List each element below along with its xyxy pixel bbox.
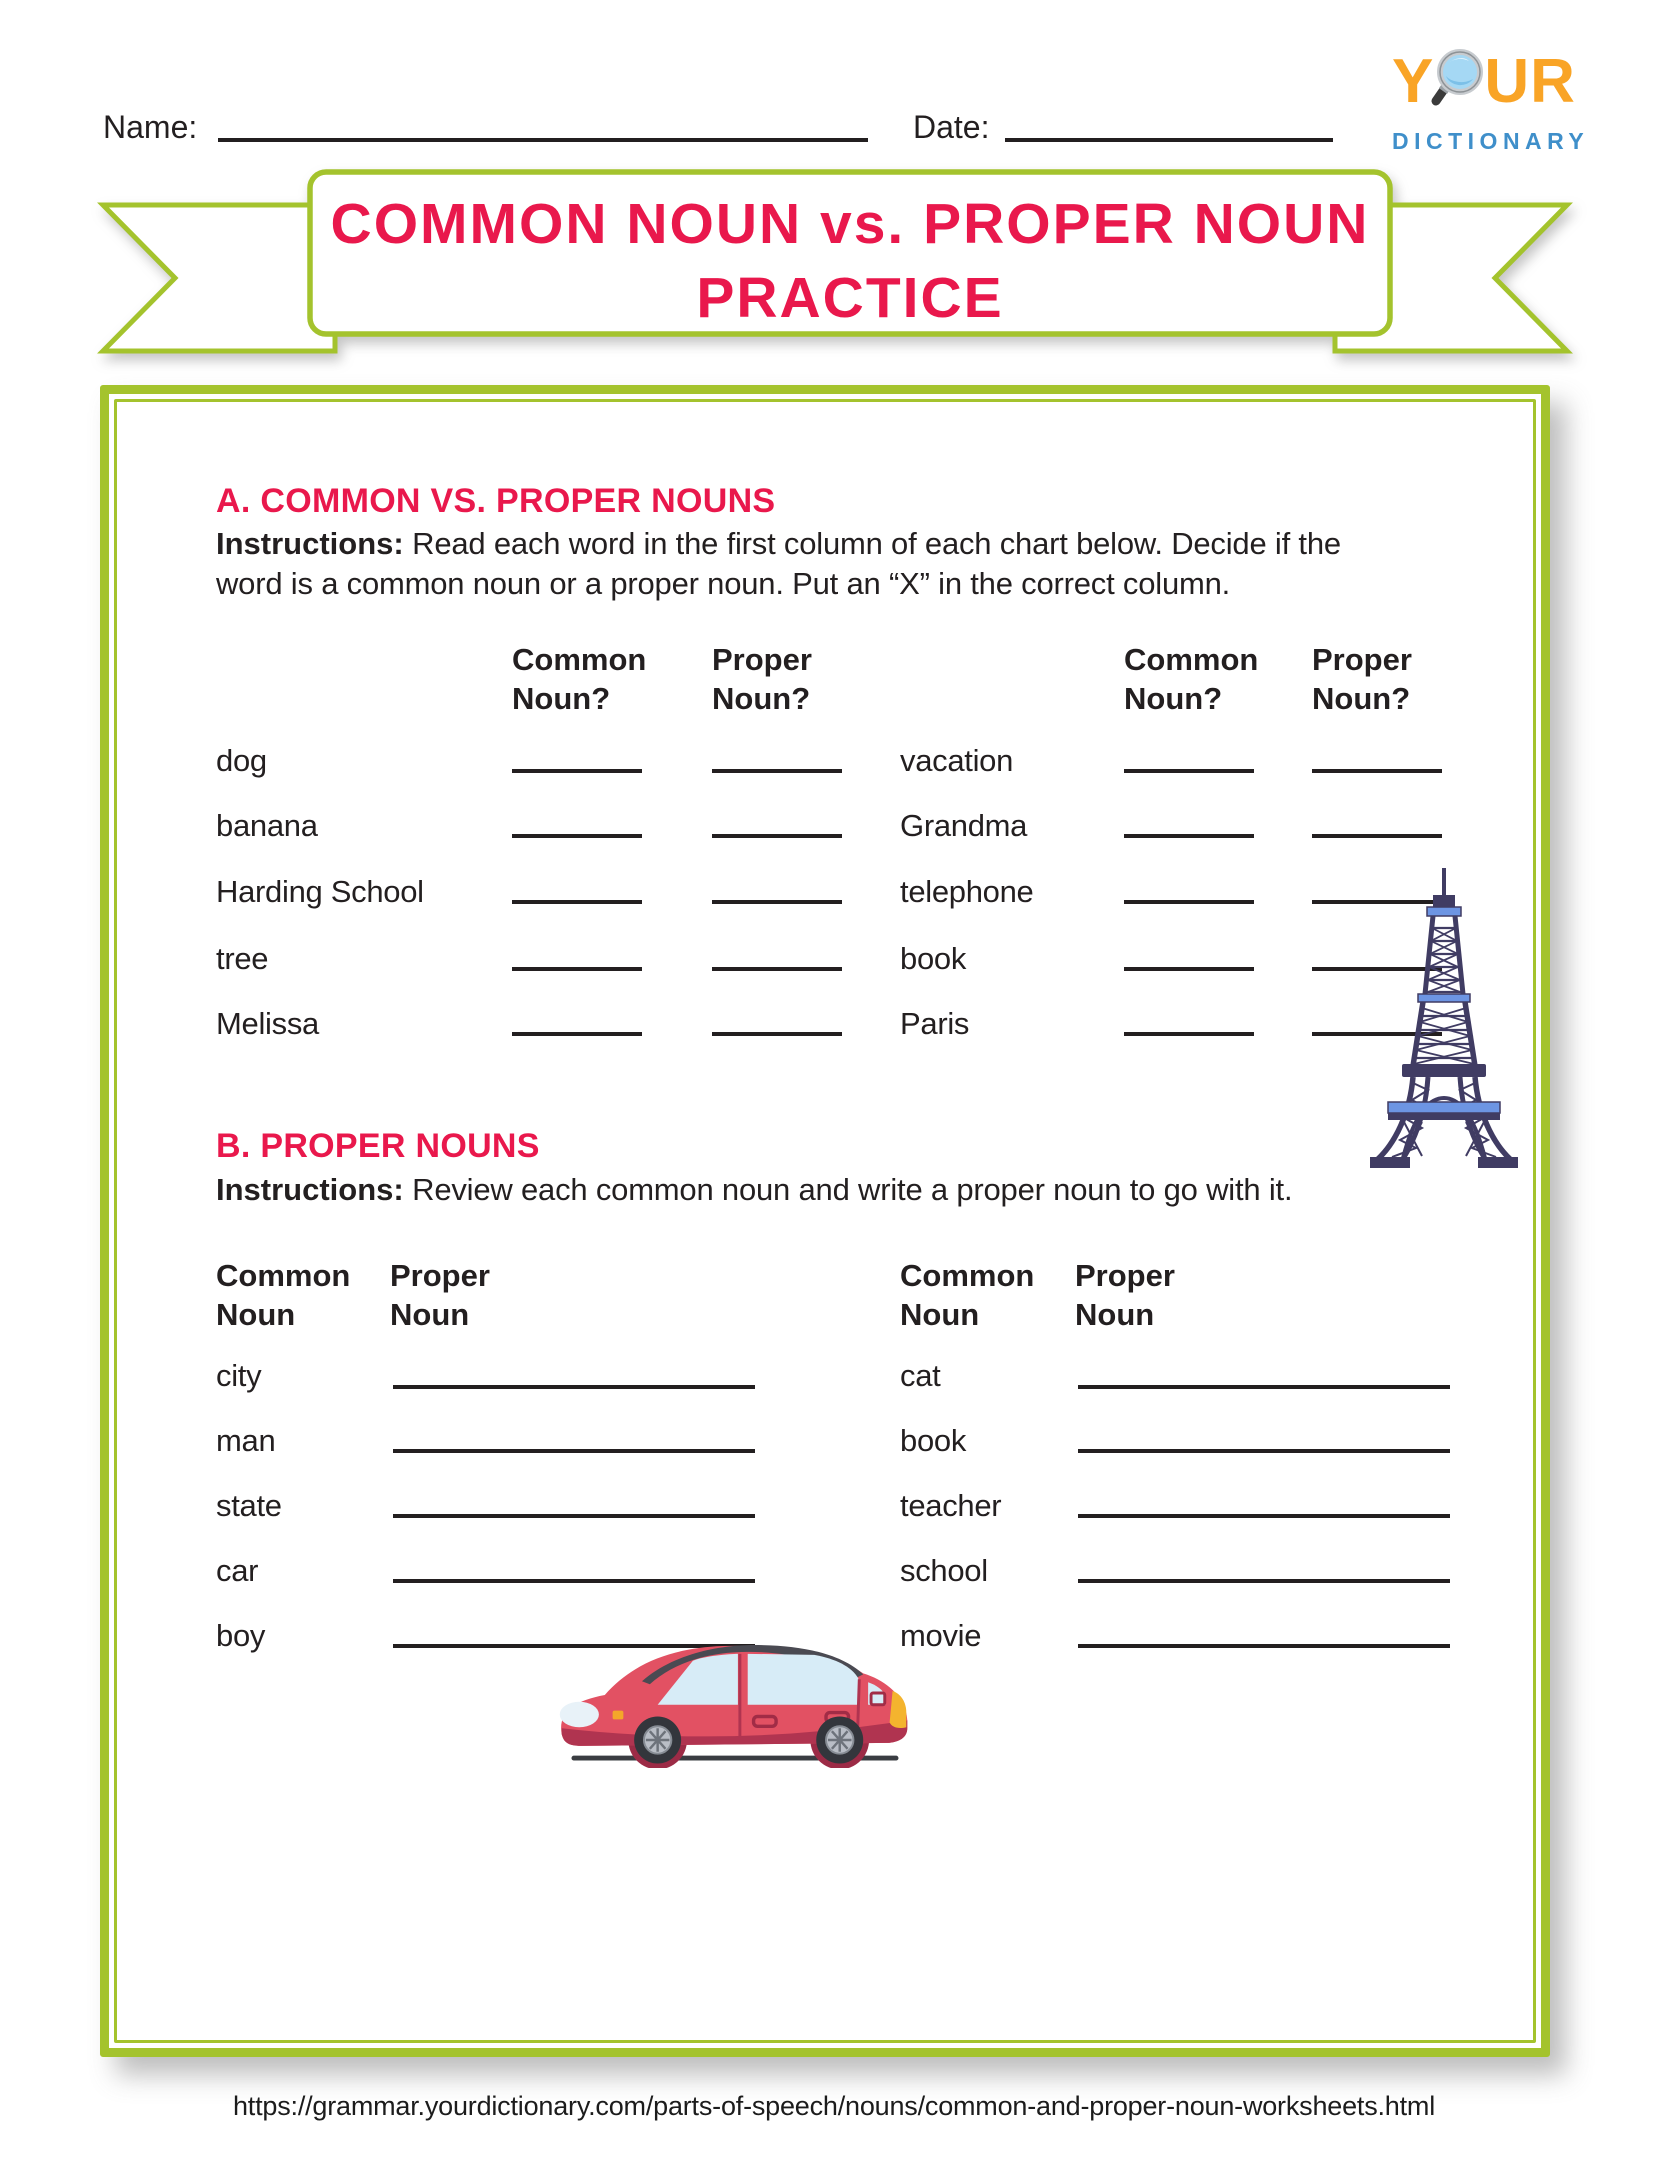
instructions-text: Review each common noun and write a proper noun to go with it. xyxy=(412,1172,1293,1207)
b-right-proper-noun-header: Proper Noun xyxy=(1075,1258,1175,1332)
answer-blank[interactable] xyxy=(1078,1514,1450,1518)
answer-blank[interactable] xyxy=(712,967,842,971)
instructions-label: Instructions: xyxy=(216,526,404,561)
a-right-proper-noun-header: Proper Noun? xyxy=(1312,642,1412,716)
noun-word: banana xyxy=(216,808,318,843)
noun-word: Grandma xyxy=(900,808,1028,843)
section-b-heading: B. PROPER NOUNS xyxy=(216,1127,540,1165)
title-line-2: PRACTICE xyxy=(696,266,1004,330)
name-input-line[interactable] xyxy=(218,138,868,142)
noun-word: Paris xyxy=(900,1006,970,1041)
eiffel-tower-icon xyxy=(1368,868,1520,1168)
section-a-heading: A. COMMON VS. PROPER NOUNS xyxy=(216,482,776,520)
answer-blank[interactable] xyxy=(1078,1579,1450,1583)
answer-blank[interactable] xyxy=(393,1579,755,1583)
noun-word: book xyxy=(900,1423,967,1458)
instructions-text: Read each word in the first column of each chart below. Decide if the word is a common noun or a proper noun. Put an “X” in the correct column. xyxy=(216,526,1341,601)
date-label: Date: xyxy=(913,109,990,145)
answer-blank[interactable] xyxy=(512,1032,642,1036)
answer-blank[interactable] xyxy=(1312,834,1442,838)
noun-word: boy xyxy=(216,1618,266,1653)
section-a-instructions xyxy=(216,524,1411,604)
date-input-line[interactable] xyxy=(1005,138,1333,142)
instructions-label: Instructions: xyxy=(216,1172,404,1207)
noun-word: city xyxy=(216,1358,262,1393)
name-label: Name: xyxy=(103,109,198,145)
a-left-common-noun-header: Common Noun? xyxy=(512,642,647,716)
answer-blank[interactable] xyxy=(712,900,842,904)
answer-blank[interactable] xyxy=(712,1032,842,1036)
answer-blank[interactable] xyxy=(393,1449,755,1453)
answer-blank[interactable] xyxy=(1124,900,1254,904)
answer-blank[interactable] xyxy=(1312,769,1442,773)
noun-word: movie xyxy=(900,1618,982,1653)
noun-word: cat xyxy=(900,1358,941,1393)
noun-word: dog xyxy=(216,743,267,778)
answer-blank[interactable] xyxy=(712,834,842,838)
red-car-icon xyxy=(548,1618,920,1768)
noun-word: telephone xyxy=(900,874,1034,909)
answer-blank[interactable] xyxy=(1124,1032,1254,1036)
noun-word: vacation xyxy=(900,743,1014,778)
answer-blank[interactable] xyxy=(712,769,842,773)
answer-blank[interactable] xyxy=(1124,769,1254,773)
answer-blank[interactable] xyxy=(1078,1449,1450,1453)
b-left-proper-noun-header: Proper Noun xyxy=(390,1258,490,1332)
noun-word: tree xyxy=(216,941,269,976)
answer-blank[interactable] xyxy=(1124,834,1254,838)
answer-blank[interactable] xyxy=(512,769,642,773)
logo-your-text: Y UR xyxy=(1392,48,1589,119)
answer-blank[interactable] xyxy=(512,900,642,904)
answer-blank[interactable] xyxy=(1078,1385,1450,1389)
b-left-common-noun-header: Common Noun xyxy=(216,1258,351,1332)
b-right-common-noun-header: Common Noun xyxy=(900,1258,1035,1332)
noun-word: school xyxy=(900,1553,988,1588)
a-right-common-noun-header: Common Noun? xyxy=(1124,642,1259,716)
worksheet-body-frame xyxy=(100,385,1550,2057)
answer-blank[interactable] xyxy=(393,1385,755,1389)
answer-blank[interactable] xyxy=(1124,967,1254,971)
noun-word: Harding School xyxy=(216,874,424,909)
a-left-proper-noun-header: Proper Noun? xyxy=(712,642,812,716)
noun-word: man xyxy=(216,1423,276,1458)
answer-blank[interactable] xyxy=(1078,1644,1450,1648)
answer-blank[interactable] xyxy=(512,967,642,971)
source-url: https://grammar.yourdictionary.com/parts-of-speech/nouns/common-and-proper-noun-worksheets.html xyxy=(232,2091,1436,2121)
answer-blank[interactable] xyxy=(512,834,642,838)
noun-word: Melissa xyxy=(216,1006,319,1041)
worksheet-title xyxy=(310,187,1390,335)
section-b-instructions xyxy=(216,1170,1411,1210)
logo-dictionary-text: DICTIONARY xyxy=(1392,128,1590,154)
noun-word: car xyxy=(216,1553,259,1588)
noun-word: state xyxy=(216,1488,282,1523)
noun-word: teacher xyxy=(900,1488,1002,1523)
magnifying-glass-icon xyxy=(1431,48,1487,119)
noun-word: book xyxy=(900,941,967,976)
yourdictionary-logo xyxy=(1392,48,1589,155)
answer-blank[interactable] xyxy=(393,1514,755,1518)
title-line-1: COMMON NOUN vs. PROPER NOUN xyxy=(330,192,1370,256)
